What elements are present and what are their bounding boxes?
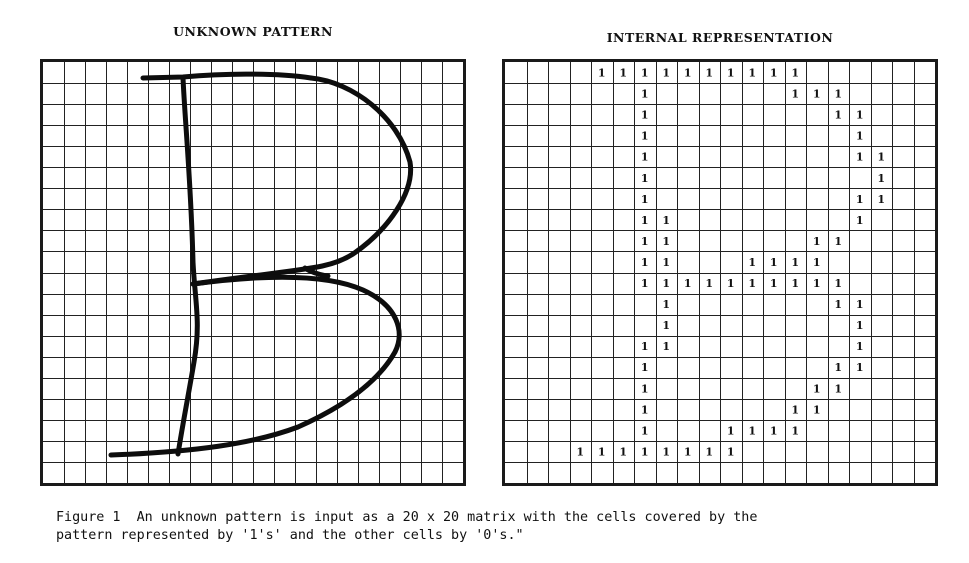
- matrix-cell-one: 1: [662, 66, 671, 80]
- matrix-cell-one: 1: [812, 234, 821, 248]
- right-grid-lines: [505, 62, 935, 483]
- matrix-cell-one: 1: [834, 382, 843, 396]
- matrix-cell-one: 1: [834, 108, 843, 122]
- matrix-cell-one: 1: [855, 319, 864, 333]
- caption-line-2: pattern represented by '1's' and the other cells by '0's.": [56, 528, 524, 543]
- matrix-cell-one: 1: [812, 87, 821, 101]
- matrix-cell-one: 1: [726, 66, 735, 80]
- matrix-cell-one: 1: [834, 361, 843, 375]
- matrix-cell-one: 1: [683, 66, 692, 80]
- matrix-cell-one: 1: [769, 255, 778, 269]
- letter-b-drawing: [111, 74, 411, 455]
- matrix-cell-one: 1: [834, 277, 843, 291]
- matrix-cell-one: 1: [640, 213, 649, 227]
- matrix-cell-one: 1: [640, 277, 649, 291]
- matrix-cell-one: 1: [705, 277, 714, 291]
- letter-b-top-bar: [143, 74, 311, 78]
- matrix-cell-one: 1: [769, 66, 778, 80]
- letter-b-upper-bowl: [193, 78, 411, 284]
- figure-caption: [56, 509, 956, 545]
- matrix-cell-one: 1: [748, 277, 757, 291]
- internal-representation-grid: [502, 59, 938, 486]
- unknown-pattern-title: UNKNOWN PATTERN: [173, 24, 333, 39]
- matrix-cell-one: 1: [662, 213, 671, 227]
- matrix-cell-one: 1: [791, 66, 800, 80]
- matrix-cell-one: 1: [812, 382, 821, 396]
- matrix-cell-one: 1: [705, 66, 714, 80]
- matrix-cell-one: 1: [791, 255, 800, 269]
- matrix-cell-one: 1: [748, 424, 757, 438]
- matrix-cell-one: 1: [855, 298, 864, 312]
- caption-line-1: Figure 1 An unknown pattern is input as a 20 x 20 matrix with the cells covered by the: [56, 510, 758, 525]
- matrix-cell-one: 1: [877, 150, 886, 164]
- matrix-cell-one: 1: [576, 445, 585, 459]
- letter-b-stem: [178, 78, 197, 454]
- matrix-cell-one: 1: [662, 234, 671, 248]
- matrix-cell-one: 1: [769, 277, 778, 291]
- matrix-cell-one: 1: [662, 319, 671, 333]
- matrix-cell-one: 1: [834, 87, 843, 101]
- matrix-cell-one: 1: [726, 277, 735, 291]
- matrix-cell-one: 1: [640, 150, 649, 164]
- internal-representation-canvas: [505, 62, 935, 483]
- matrix-cell-one: 1: [640, 361, 649, 375]
- matrix-cell-one: 1: [662, 298, 671, 312]
- matrix-cell-one: 1: [640, 171, 649, 185]
- internal-representation-title: INTERNAL REPRESENTATION: [606, 30, 834, 45]
- matrix-cell-one: 1: [662, 340, 671, 354]
- matrix-cell-one: 1: [877, 171, 886, 185]
- matrix-cell-one: 1: [769, 424, 778, 438]
- matrix-cell-one: 1: [640, 255, 649, 269]
- matrix-cell-one: 1: [640, 403, 649, 417]
- matrix-cell-one: 1: [812, 403, 821, 417]
- matrix-cell-one: 1: [683, 277, 692, 291]
- left-grid-lines: [43, 62, 463, 483]
- matrix-cell-one: 1: [855, 340, 864, 354]
- matrix-cell-one: 1: [748, 66, 757, 80]
- matrix-cell-one: 1: [640, 108, 649, 122]
- matrix-cell-one: 1: [662, 255, 671, 269]
- matrix-cell-one: 1: [791, 87, 800, 101]
- matrix-cell-one: 1: [662, 445, 671, 459]
- matrix-cell-one: 1: [597, 66, 606, 80]
- matrix-cell-one: 1: [855, 361, 864, 375]
- matrix-cell-one: 1: [597, 445, 606, 459]
- matrix-cell-one: 1: [791, 424, 800, 438]
- matrix-cell-one: 1: [640, 192, 649, 206]
- matrix-cell-one: 1: [855, 150, 864, 164]
- matrix-cell-one: 1: [662, 277, 671, 291]
- matrix-cell-one: 1: [619, 66, 628, 80]
- matrix-cell-one: 1: [640, 129, 649, 143]
- matrix-cell-one: 1: [791, 277, 800, 291]
- matrix-cell-one: 1: [705, 445, 714, 459]
- matrix-cell-one: 1: [834, 234, 843, 248]
- matrix-cell-one: 1: [834, 298, 843, 312]
- letter-b-lower-bowl: [111, 277, 399, 455]
- matrix-cell-one: 1: [877, 192, 886, 206]
- unknown-pattern-grid: [40, 59, 466, 486]
- matrix-cell-one: 1: [619, 445, 628, 459]
- matrix-cell-one: 1: [855, 129, 864, 143]
- matrix-cell-one: 1: [640, 382, 649, 396]
- matrix-cell-one: 1: [640, 87, 649, 101]
- matrix-cell-one: 1: [640, 234, 649, 248]
- matrix-cell-one: 1: [855, 192, 864, 206]
- matrix-cell-one: 1: [640, 66, 649, 80]
- matrix-cell-one: 1: [855, 213, 864, 227]
- matrix-cell-one: 1: [683, 445, 692, 459]
- matrix-cell-one: 1: [726, 424, 735, 438]
- matrix-cell-one: 1: [791, 403, 800, 417]
- matrix-cell-one: 1: [726, 445, 735, 459]
- matrix-cell-one: 1: [640, 340, 649, 354]
- matrix-cell-one: 1: [640, 424, 649, 438]
- matrix-cell-one: 1: [812, 255, 821, 269]
- unknown-pattern-canvas: [43, 62, 463, 483]
- matrix-cell-one: 1: [855, 108, 864, 122]
- matrix-cell-one: 1: [640, 445, 649, 459]
- matrix-cell-one: 1: [748, 255, 757, 269]
- matrix-cell-one: 1: [812, 277, 821, 291]
